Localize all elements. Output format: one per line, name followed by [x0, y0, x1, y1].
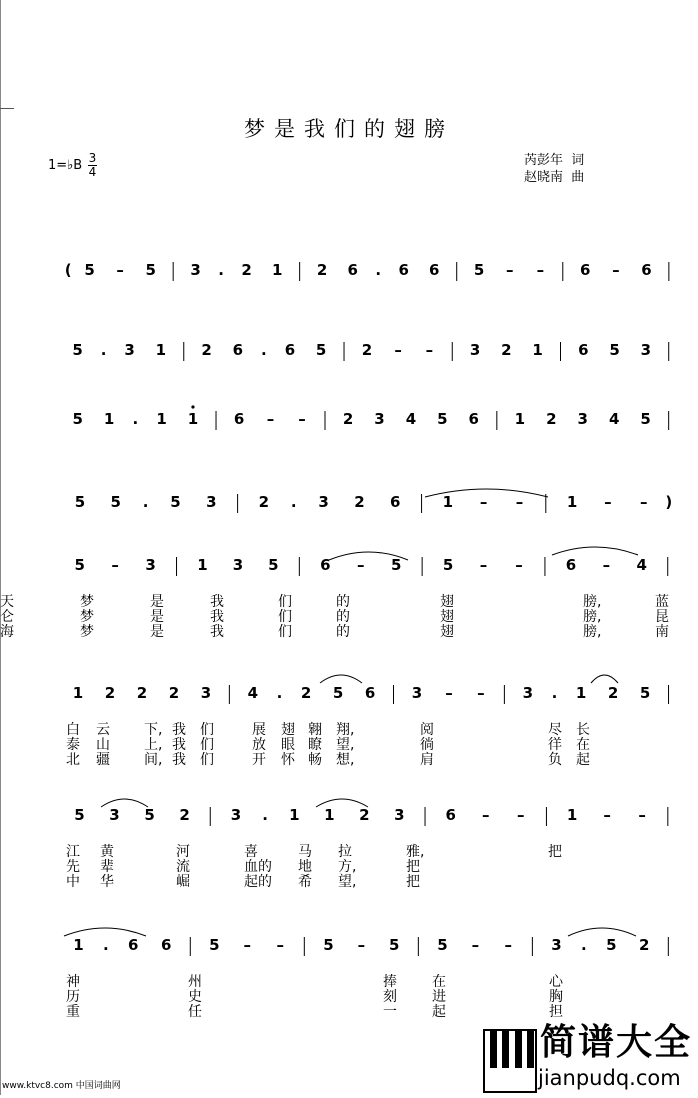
dash: – [639, 493, 648, 511]
lyric-syllable: 北 [66, 752, 80, 768]
lyric-syllable: 雅, [406, 844, 425, 860]
note: 2 [258, 493, 270, 511]
dash: – [425, 341, 434, 359]
note: 5 [72, 341, 83, 359]
dash: – [111, 556, 119, 574]
lyric-syllable: 我 [172, 752, 186, 768]
lyric-syllable: 我 [210, 609, 224, 625]
lyric-syllable: 起 [576, 752, 590, 768]
lyric-syllable: 们 [278, 609, 292, 625]
lyric-syllable: 翱 [308, 722, 322, 738]
lyric-syllable: 山 [96, 737, 110, 753]
lyric-syllable: 重 [66, 1004, 80, 1020]
dash: – [276, 936, 284, 954]
note: 6 [233, 410, 245, 428]
lyric-syllable: 血的 [244, 859, 272, 875]
lyric-syllable: 崛 [176, 874, 190, 890]
lyric-syllable: 先 [66, 859, 80, 875]
lyricist-credit: 芮彭年 词 [524, 153, 585, 168]
lyric-syllable: 翅 [281, 722, 295, 738]
lyric-syllable: 膀, [583, 609, 602, 625]
lyric-syllable: 翅 [440, 594, 454, 610]
lyric-syllable: 进 [432, 989, 446, 1005]
note: 2 [201, 341, 212, 359]
lyric-syllable: 一 [383, 1004, 397, 1020]
lyric-syllable: 流 [176, 859, 190, 875]
dash: – [481, 806, 490, 824]
dash: – [394, 341, 402, 359]
lyric-syllable: 们 [278, 624, 292, 640]
note: 4 [405, 410, 417, 428]
lyric-syllable: 捧 [383, 974, 397, 990]
note: 6 [429, 261, 440, 279]
note: 5 [84, 261, 95, 279]
logo-url: jianpudq.com [538, 1066, 681, 1090]
note: 3 [200, 684, 212, 702]
augmentation-dot: . [290, 493, 297, 511]
lyric-syllable: 我 [210, 624, 224, 640]
lyric-syllable: 南 [655, 624, 669, 640]
note: 1 [514, 410, 526, 428]
lyric-syllable: 把 [406, 874, 420, 890]
lyric-syllable: 间, [144, 752, 163, 768]
slur [64, 928, 146, 936]
note: 5 [74, 806, 85, 824]
lyric-syllable: 胸 [549, 989, 563, 1005]
note: 6 [320, 556, 331, 574]
lyric-syllable: 们 [200, 737, 214, 753]
note: 2 [638, 936, 650, 954]
lyric-syllable: 梦 [80, 624, 94, 640]
slur [591, 675, 618, 683]
note: 5 [332, 684, 344, 702]
lyric-syllable: 们 [200, 752, 214, 768]
lyric-syllable: 下, [144, 722, 163, 738]
note: 2 [168, 684, 180, 702]
slur [320, 675, 362, 683]
note: 3 [206, 493, 217, 511]
note: 1 [73, 936, 84, 954]
note: 3 [522, 684, 534, 702]
dash: – [116, 261, 124, 279]
lyric-syllable: 放 [252, 737, 266, 753]
site-logo [482, 1022, 696, 1094]
lyric-syllable: 怀 [281, 752, 295, 768]
lyric-syllable: 江 [66, 844, 80, 860]
note: 6 [580, 261, 591, 279]
note: 5 [72, 410, 83, 428]
note: 5 [442, 556, 454, 574]
note: 3 [577, 410, 588, 428]
lyric-syllable: 畅 [308, 752, 322, 768]
lyric-syllable: 史 [188, 989, 202, 1005]
lyric-syllable: 担 [549, 1004, 563, 1020]
lyric-syllable: 把 [406, 859, 420, 875]
note: 4 [608, 410, 620, 428]
note: 5 [323, 936, 334, 954]
note: 5 [388, 936, 400, 954]
dash: – [612, 261, 620, 279]
song-title: 梦是我们的翅膀 [244, 117, 454, 141]
lyric-syllable: 昆 [655, 609, 669, 625]
augmentation-dot: . [132, 410, 139, 428]
augmentation-dot: . [142, 493, 149, 511]
key-signature: 1=♭B [48, 158, 83, 173]
lyric-syllable: 我 [210, 594, 224, 610]
lyric-syllable: 们 [278, 594, 292, 610]
lyric-syllable: 肩 [420, 752, 434, 768]
augmentation-dot: . [103, 936, 109, 954]
slur [552, 547, 638, 555]
lyric-syllable: 马 [298, 844, 312, 860]
lyric-syllable: 的 [336, 624, 350, 640]
logo-name: 简谱大全 [540, 1022, 693, 1063]
lyric-syllable: 河 [176, 844, 190, 860]
lyric-syllable: 徜 [420, 737, 434, 753]
lyric-syllable: 白 [66, 722, 80, 738]
lyric-syllable: 泰 [66, 737, 80, 753]
augmentation-dot: . [218, 261, 224, 279]
lyric-syllable: 长 [576, 722, 590, 738]
lyric-syllable: 我 [172, 722, 186, 738]
note: 6 [641, 261, 652, 279]
lyric-syllable: 展 [252, 722, 266, 738]
augmentation-dot: . [261, 341, 267, 359]
note: 5 [170, 493, 181, 511]
note: 5 [390, 556, 402, 574]
dash: – [516, 806, 525, 824]
dash: – [445, 684, 453, 702]
lyric-syllable: 是 [150, 609, 164, 625]
note: 6 [445, 806, 456, 824]
note: 2 [241, 261, 252, 279]
note: 1 [442, 493, 454, 511]
bracket: ( [64, 261, 72, 279]
dash: – [479, 493, 488, 511]
lyric-syllable: 方, [338, 859, 357, 875]
note: 6 [578, 341, 589, 359]
note: 5 [639, 684, 651, 702]
lyric-syllable: 辈 [100, 859, 114, 875]
note: 2 [136, 684, 148, 702]
note: 2 [359, 806, 370, 824]
lyric-syllable: 仑 [0, 609, 14, 625]
lyric-syllable: 在 [432, 974, 446, 990]
lyric-syllable: 翔, [336, 722, 355, 738]
note: 5 [473, 261, 485, 279]
augmentation-dot: . [100, 341, 107, 359]
note: 6 [390, 493, 401, 511]
dash: – [536, 261, 545, 279]
note: 1 [72, 684, 84, 702]
note: 3 [230, 806, 242, 824]
note: 3 [394, 806, 405, 824]
lyric-syllable: 梦 [80, 594, 94, 610]
slur [101, 799, 148, 807]
note: 3 [145, 556, 156, 574]
dash: – [356, 556, 365, 574]
note: 5 [437, 410, 448, 428]
note: 4 [636, 556, 647, 574]
lyric-syllable: 黄 [100, 844, 114, 860]
footer-site-text: www.ktvc8.com 中国词曲网 [2, 1081, 121, 1091]
note: 6 [128, 936, 139, 954]
augmentation-dot: . [551, 684, 558, 702]
lyric-syllable: 中 [66, 874, 80, 890]
note: 6 [284, 341, 296, 359]
note: 1 [187, 410, 199, 428]
note: 3 [551, 936, 562, 954]
note: 1 [197, 556, 208, 574]
lyric-syllable: 上, [144, 737, 163, 753]
note: 3 [232, 556, 244, 574]
note: 1 [103, 410, 115, 428]
note: 1 [155, 341, 167, 359]
time-signature-bottom: 4 [88, 165, 97, 179]
note: 6 [565, 556, 577, 574]
note: 5 [209, 936, 220, 954]
dash: – [477, 684, 485, 702]
lyric-syllable: 起的 [244, 874, 272, 890]
lyric-syllable: 是 [150, 594, 164, 610]
lyric-syllable: 想, [336, 752, 355, 768]
note: 1 [289, 806, 300, 824]
note: 6 [398, 261, 409, 279]
note: 2 [300, 684, 312, 702]
note: 5 [144, 806, 155, 824]
lyric-syllable: 神 [66, 974, 80, 990]
note: 5 [609, 341, 620, 359]
note: 3 [318, 493, 329, 511]
note: 3 [640, 341, 652, 359]
dash: – [604, 493, 612, 511]
note: 3 [190, 261, 201, 279]
note: 6 [468, 410, 479, 428]
augmentation-dot: . [262, 806, 268, 824]
note: 2 [361, 341, 373, 359]
dash: – [243, 936, 252, 954]
lyric-syllable: 望, [338, 874, 357, 890]
dash: – [603, 806, 611, 824]
lyric-syllable: 尽 [548, 722, 562, 738]
piano-keys-icon [482, 1022, 538, 1094]
note: 5 [437, 936, 448, 954]
dash: – [471, 936, 480, 954]
note: 5 [74, 556, 85, 574]
lyric-syllable: 刻 [383, 989, 397, 1005]
note: 5 [74, 493, 86, 511]
lyric-syllable: 徉 [548, 737, 562, 753]
note: 2 [342, 410, 354, 428]
lyric-syllable: 在 [576, 737, 590, 753]
note: 1 [566, 493, 578, 511]
dash: – [515, 556, 523, 574]
note: 5 [315, 341, 327, 359]
slur [568, 928, 636, 936]
note: 2 [179, 806, 190, 824]
dash: – [638, 806, 646, 824]
dash: – [357, 936, 366, 954]
note: 5 [606, 936, 617, 954]
lyric-syllable: 望, [336, 737, 355, 753]
note: 5 [640, 410, 651, 428]
lyric-syllable: 蓝 [655, 594, 669, 610]
note: 1 [156, 410, 167, 428]
dash: – [298, 410, 306, 428]
note: 1 [566, 806, 578, 824]
lyric-syllable: 拉 [338, 844, 352, 860]
lyric-syllable: 阅 [420, 722, 434, 738]
lyric-syllable: 天 [0, 594, 14, 610]
note: 3 [124, 341, 135, 359]
note: 4 [247, 684, 259, 702]
lyric-syllable: 瞭 [308, 737, 322, 753]
lyric-syllable: 我 [172, 737, 186, 753]
lyric-syllable: 海 [0, 624, 14, 640]
lyric-syllable: 梦 [80, 609, 94, 625]
note: 6 [160, 936, 172, 954]
note: 5 [110, 493, 121, 511]
note: 1 [532, 341, 543, 359]
lyric-syllable: 起 [432, 1004, 446, 1020]
lyric-syllable: 历 [66, 989, 80, 1005]
note: 2 [354, 493, 365, 511]
lyric-syllable: 地 [298, 859, 312, 875]
note: 5 [268, 556, 279, 574]
lyric-syllable: 疆 [96, 752, 110, 768]
note: 2 [501, 341, 512, 359]
lyric-syllable: 州 [188, 974, 202, 990]
dash: – [506, 261, 514, 279]
dash: – [515, 493, 524, 511]
note: 3 [411, 684, 423, 702]
augmentation-dot: . [581, 936, 587, 954]
lyric-syllable: 华 [100, 874, 114, 890]
lyric-syllable: 膀, [583, 624, 602, 640]
note: 1 [271, 261, 283, 279]
note: 2 [607, 684, 619, 702]
augmentation-dot: . [375, 261, 382, 279]
lyric-syllable: 们 [200, 722, 214, 738]
lyric-syllable: 开 [252, 752, 266, 768]
note: 6 [347, 261, 358, 279]
note: 6 [364, 684, 376, 702]
dash: – [266, 410, 275, 428]
note: 3 [374, 410, 385, 428]
note: 5 [145, 261, 156, 279]
lyric-syllable: 心 [549, 974, 563, 990]
lyric-syllable: 膀, [583, 594, 602, 610]
note: 2 [546, 410, 557, 428]
lyric-syllable: 喜 [244, 844, 258, 860]
note: 3 [469, 341, 481, 359]
lyric-syllable: 任 [188, 1004, 202, 1020]
lyric-syllable: 眼 [281, 737, 295, 753]
note: 3 [109, 806, 120, 824]
note: 2 [104, 684, 116, 702]
lyric-syllable: 负 [548, 752, 562, 768]
lyric-syllable: 把 [548, 844, 562, 860]
time-signature-top: 3 [88, 151, 97, 165]
augmentation-dot: . [276, 684, 283, 702]
dash: – [504, 936, 512, 954]
lyric-syllable: 翅 [440, 624, 454, 640]
composer-credit: 赵晓南 曲 [524, 170, 585, 185]
note: 6 [232, 341, 244, 359]
note: 1 [324, 806, 335, 824]
dash: – [479, 556, 488, 574]
note: 1 [575, 684, 587, 702]
octave-dot [191, 405, 194, 408]
lyric-syllable: 的 [336, 594, 350, 610]
note: 2 [316, 261, 328, 279]
lyric-syllable: 的 [336, 609, 350, 625]
lyric-syllable: 是 [150, 624, 164, 640]
bracket: ) [665, 493, 673, 511]
lyric-syllable: 希 [298, 874, 312, 890]
lyric-syllable: 翅 [440, 609, 454, 625]
dash: – [602, 556, 611, 574]
lyric-syllable: 云 [96, 722, 110, 738]
